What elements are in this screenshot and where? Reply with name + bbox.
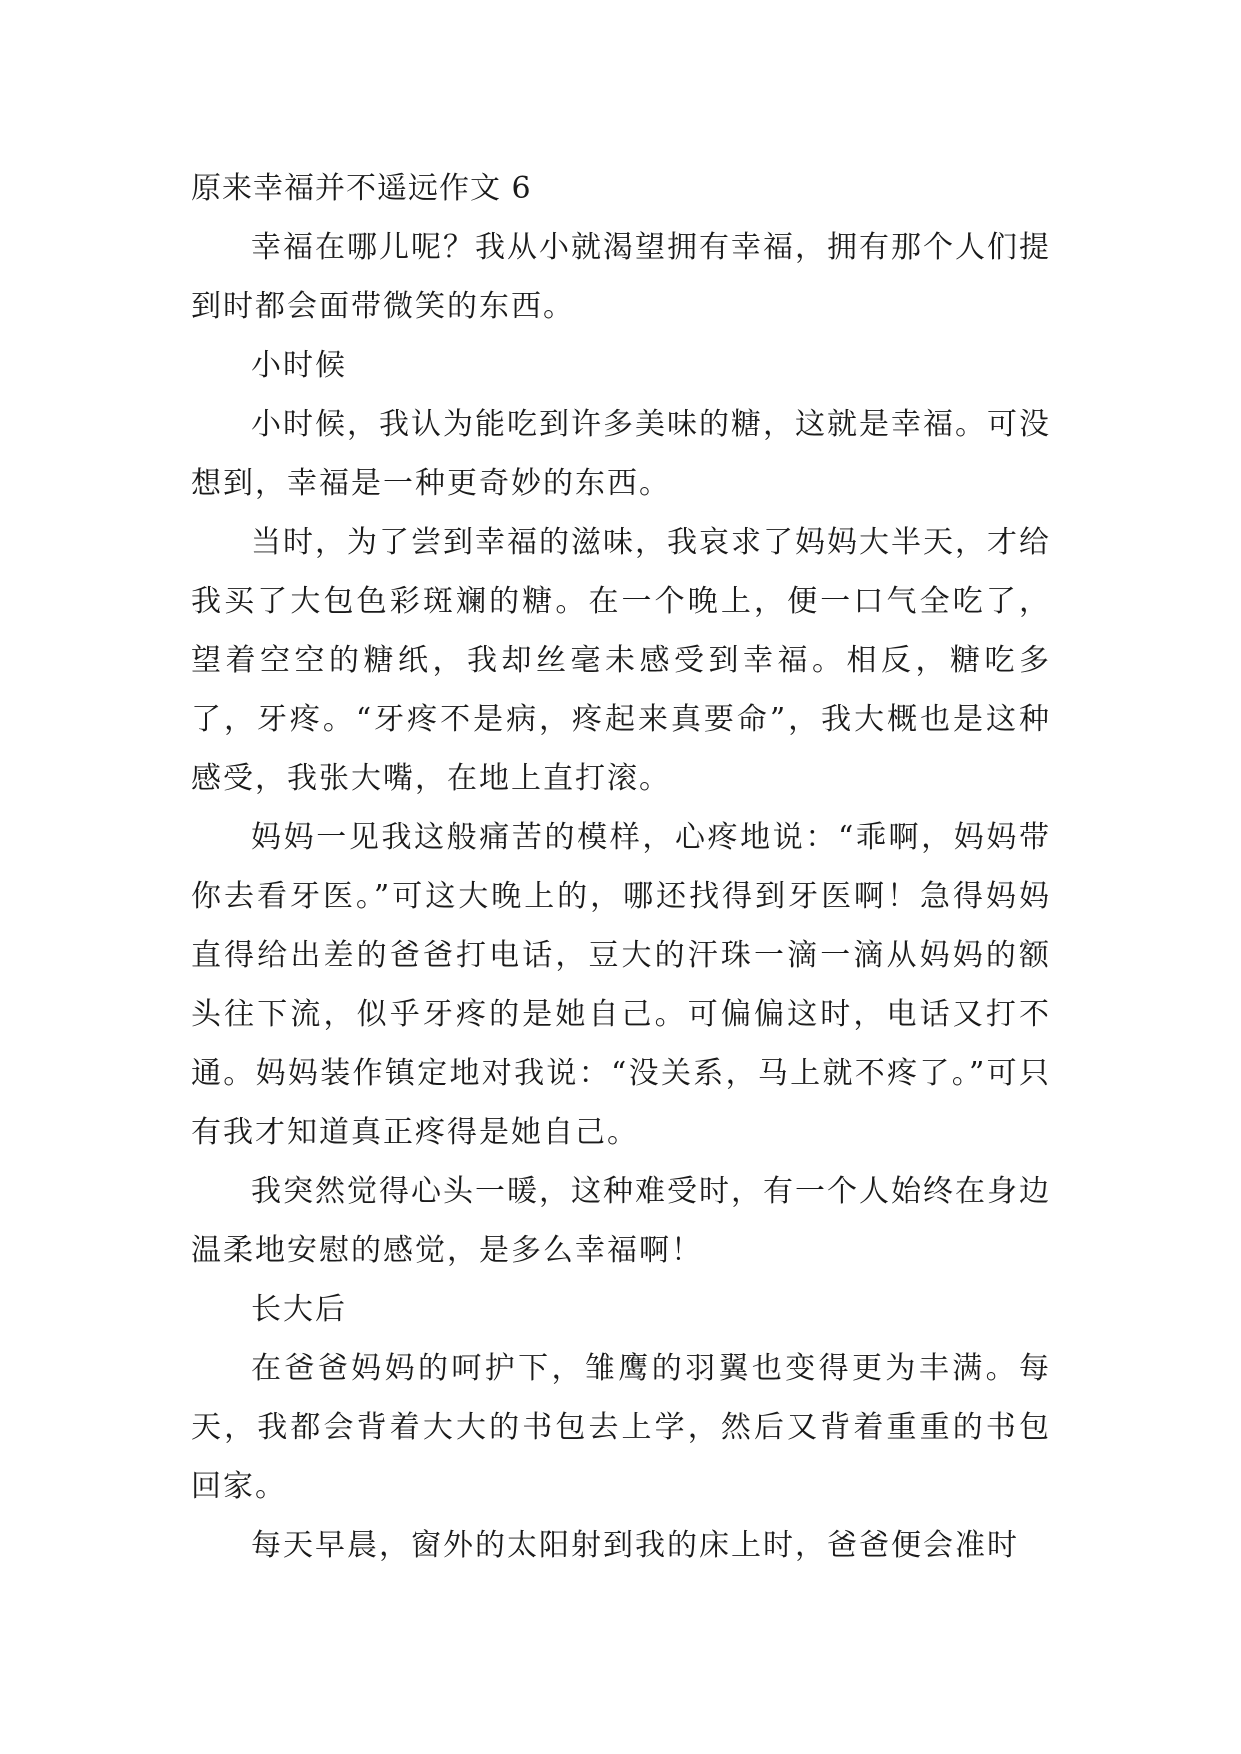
paragraph: 幸福在哪儿呢？我从小就渴望拥有幸福，拥有那个人们提到时都会面带微笑的东西。 xyxy=(191,230,1051,324)
paragraph: 妈妈一见我这般痛苦的模样，心疼地说：“乖啊，妈妈带你去看牙医。”可这大晚上的，哪还找得到牙医啊！急得妈妈直得给出差的爸爸打电话，豆大的汗珠一滴一滴从妈妈的额头往下流，似乎牙疼的是她自己。可偏偏这时，电话又打不通。妈妈装作镇定地对我说：“没关系，马上就不疼了。”可只有我才知道真正疼得是她自己。 xyxy=(191,820,1051,1150)
section-heading: 小时候 xyxy=(251,348,347,383)
paragraph: 当时，为了尝到幸福的滋味，我哀求了妈妈大半天，才给我买了大包色彩斑斓的糖。在一个晚上，便一口气全吃了，望着空空的糖纸，我却丝毫未感受到幸福。相反，糖吃多了，牙疼。“牙疼不是病，疼起来真要命”，我大概也是这种感受，我张大嘴，在地上直打滚。 xyxy=(191,525,1051,796)
paragraph: 小时候，我认为能吃到许多美味的糖，这就是幸福。可没想到，幸福是一种更奇妙的东西。 xyxy=(191,407,1051,501)
document-body xyxy=(191,159,1051,1575)
section-heading: 长大后 xyxy=(251,1292,347,1327)
document-title: 原来幸福并不遥远作文 6 xyxy=(191,171,532,206)
paragraph: 在爸爸妈妈的呵护下，雏鹰的羽翼也变得更为丰满。每天，我都会背着大大的书包去上学，然后又背着重重的书包回家。 xyxy=(191,1351,1051,1504)
paragraph: 每天早晨，窗外的太阳射到我的床上时，爸爸便会准时 xyxy=(251,1528,1019,1563)
paragraph: 我突然觉得心头一暖，这种难受时，有一个人始终在身边温柔地安慰的感觉，是多么幸福啊！ xyxy=(191,1174,1051,1268)
